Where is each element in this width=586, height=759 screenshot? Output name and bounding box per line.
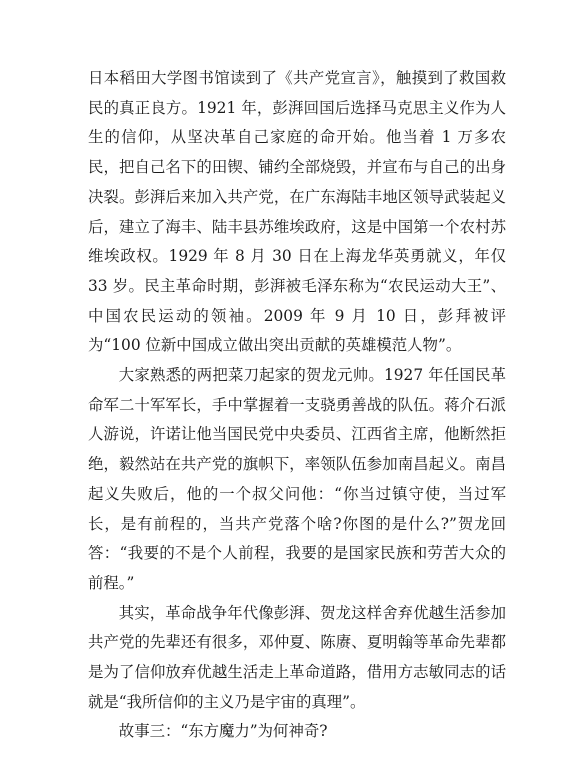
paragraph-pengpai: 日本稻田大学图书馆读到了《共产党宣言》，触摸到了救国救民的真正良方。1921 年，彭湃回国后选择马克思主义作为人生的信仰，从坚决革自己家庭的命开始。他当着 1 万多农民，把自己名下的田锲、铺约全部烧毁，并宣布与自己的出身决裂。彭湃后来加入共产党，在广东海陆丰地区领导武装起义后，建立了海丰、陆丰县苏维埃政府，这是中国第一个农村苏维埃政权。1929 年 8 月 30 日在上海龙华英勇就义，年仅 33 岁。民主革命时期，彭湃被毛泽东称为“农民运动大王”、中国农民运动的领袖。2009 年 9 月 10 日，彭拜被评为“100 位新中国成立做出突出贡献的英雄模范人物”。 (88, 69, 506, 355)
document-body (88, 64, 506, 747)
section-heading: 故事三：“东方魔力”为何神奇? (118, 722, 328, 741)
paragraph-summary: 其实，革命战争年代像彭湃、贺龙这样舍弃优越生活参加共产党的先辈还有很多，邓仲夏、陈赓、夏明翰等革命先辈都是为了信仰放弃优越生活走上革命道路，借用方志敏同志的话就是“我所信仰的主义乃是宇宙的真理”。 (88, 603, 506, 711)
paragraph-helong: 大家熟悉的两把菜刀起家的贺龙元帅。1927 年任国民革命军二十军军长，手中掌握着一支骁勇善战的队伍。蒋介石派人游说，许诺让他当国民党中央委员、江西省主席，他断然拒绝，毅然站在共产党的旗帜下，率领队伍参加南昌起义。南昌起义失败后，他的一个叔父问他：“你当过镇守使，当过军长，是有前程的，当共产党落个啥?你图的是什么?”贺龙回答：“我要的不是个人前程，我要的是国家民族和劳苦大众的前程。” (88, 366, 506, 592)
